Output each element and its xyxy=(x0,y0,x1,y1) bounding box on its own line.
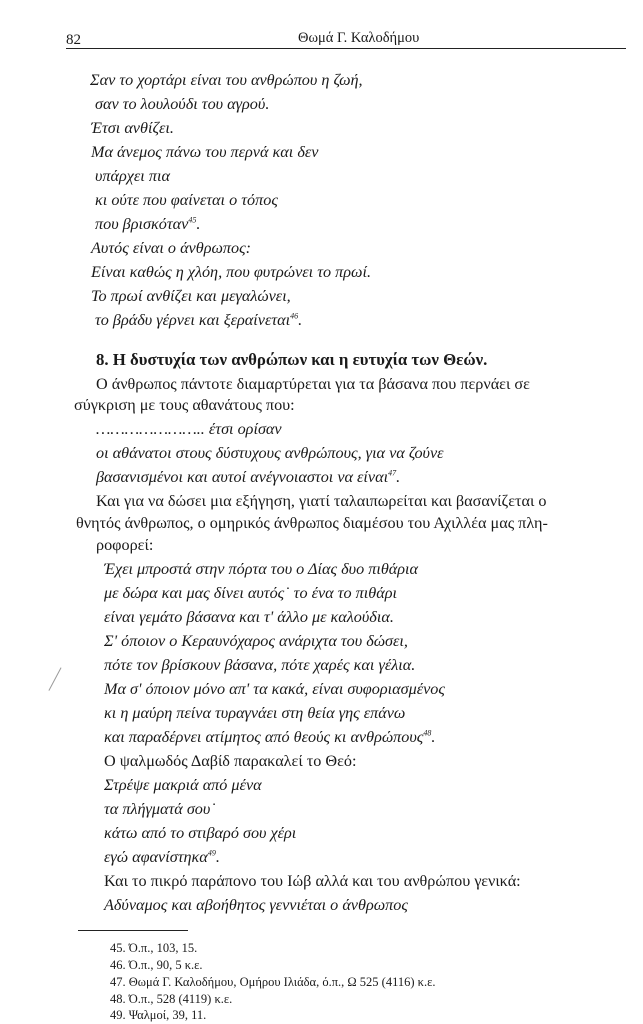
verse-line: τα πλήγματά σου˙ xyxy=(104,800,216,818)
verse-line: και παραδέρνει ατίμητος από θεούς κι ανθρώπους$^{48}$. xyxy=(104,728,436,746)
verse-line: Στρέψε μακριά από μένα xyxy=(104,776,262,794)
verse-line: ………………….. έτσι ορίσαν xyxy=(96,420,282,438)
verse-line: οι αθάνατοι στους δύστυχους ανθρώπους, για να ζούνε xyxy=(96,444,444,462)
paragraph-line: σύγκριση με τους αθανάτους που: xyxy=(74,396,295,414)
page-header xyxy=(66,28,626,48)
verse-line: Αδύναμος και αβοήθητος γεννιέται ο άνθρωπος xyxy=(104,896,408,914)
verse-line: Σ' όποιον ο Κεραυνόχαρος ανάριχτα του δώσει, xyxy=(104,632,408,650)
verse-line: με δώρα και μας δίνει αυτός˙ το ένα το πιθάρι xyxy=(104,584,397,602)
verse-line: κι η μαύρη πείνα τυραγνάει στη θεία γης επάνω xyxy=(104,704,406,722)
verse-line: Έχει μπροστά στην πόρτα του ο Δίας δυο πιθάρια xyxy=(104,560,419,578)
verse-line: Το πρωί ανθίζει και μεγαλώνει, xyxy=(91,287,291,305)
paragraph-line: Ο άνθρωπος πάντοτε διαμαρτύρεται για τα βάσανα που περνάει σε xyxy=(96,375,530,393)
paragraph-line: ροφορεί: xyxy=(96,536,154,554)
verse-line: Μα σ' όποιον μόνο απ' τα κακά, είναι συφοριασμένος xyxy=(104,680,445,698)
header-rule xyxy=(66,48,626,49)
footnote: 47. Θωμά Γ. Καλοδήμου, Ομήρου Ιλιάδα, ό.π., Ω 525 (4116) κ.ε. xyxy=(110,975,436,989)
verse-line: Αυτός είναι ο άνθρωπος: xyxy=(91,239,252,257)
verse-line: εγώ αφανίστηκα$^{49}$. xyxy=(104,848,220,866)
paragraph-line: θνητός άνθρωπος, ο ομηρικός άνθρωπος διαμέσου του Αχιλλέα μας πλη- xyxy=(76,514,548,532)
page-number: 82 xyxy=(66,32,81,48)
verse-line: κι ούτε που φαίνεται ο τόπος xyxy=(95,191,278,209)
paragraph-line: Και για να δώσει μια εξήγηση, γιατί ταλαιπωρείται και βασανίζεται ο xyxy=(96,492,547,510)
verse-line: κάτω από το στιβαρό σου χέρι xyxy=(104,824,297,842)
footnote-ref: 48 xyxy=(423,728,432,738)
section-heading: 8. Η δυστυχία των ανθρώπων και η ευτυχία των Θεών. xyxy=(96,350,488,369)
footnote-ref: 45 xyxy=(188,215,197,225)
verse-line: Είναι καθώς η χλόη, που φυτρώνει το πρωί. xyxy=(91,263,371,281)
verse-line: που βρισκόταν$^{45}$. xyxy=(95,215,201,233)
verse-line: υπάρχει πια xyxy=(95,167,170,185)
running-title: Θωμά Γ. Καλοδήμου xyxy=(298,30,420,46)
verse-line: πότε τον βρίσκουν βάσανα, πότε χαρές και γέλια. xyxy=(104,656,416,674)
margin-pencil-mark xyxy=(48,667,68,694)
paragraph-line: Ο ψαλμωδός Δαβίδ παρακαλεί το Θεό: xyxy=(104,752,357,770)
verse-line: Σαν το χορτάρι είναι του ανθρώπου η ζωή, xyxy=(90,71,363,89)
verse-line: βασανισμένοι και αυτοί ανέγνοιαστοι να είναι$^{47}$. xyxy=(96,468,401,486)
verse-line: το βράδυ γέρνει και ξεραίνεται$^{46}$. xyxy=(95,311,303,329)
footnote: 49. Ψαλμοί, 39, 11. xyxy=(110,1008,207,1022)
paragraph-line: Και το πικρό παράπονο του Ιώβ αλλά και του ανθρώπου γενικά: xyxy=(104,872,521,890)
footnote: 48. Ό.π., 528 (4119) κ.ε. xyxy=(110,992,233,1006)
verse-line: σαν το λουλούδι του αγρού. xyxy=(95,95,270,113)
verse-line: Μα άνεμος πάνω του περνά και δεν xyxy=(91,143,319,161)
footnote-ref: 49 xyxy=(207,848,216,858)
verse-line: είναι γεμάτο βάσανα και τ' άλλο με καλούδια. xyxy=(104,608,394,626)
footnote: 46. Ό.π., 90, 5 κ.ε. xyxy=(110,958,203,972)
verse-line: Έτσι ανθίζει. xyxy=(91,119,174,137)
footnote-ref: 47 xyxy=(388,468,397,478)
footnote-rule xyxy=(78,930,188,931)
footnote: 45. Ό.π., 103, 15. xyxy=(110,941,198,955)
footnote-ref: 46 xyxy=(290,311,299,321)
